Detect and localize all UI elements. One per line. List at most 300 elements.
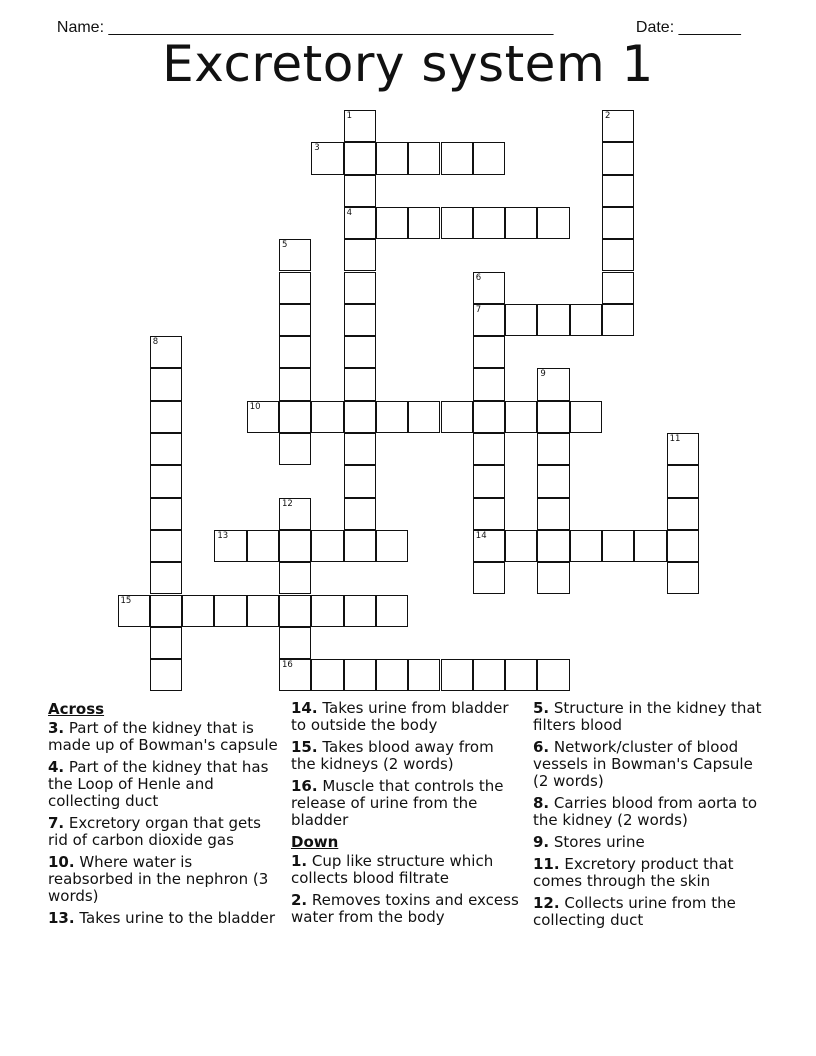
grid-cell[interactable]	[376, 659, 408, 691]
clue-number: 4.	[48, 758, 65, 776]
grid-cell[interactable]	[602, 207, 634, 239]
cell-letter-input[interactable]	[474, 305, 504, 335]
cell-letter-input[interactable]	[280, 596, 310, 626]
cell-clue-number: 10	[249, 401, 261, 412]
cell-letter-input[interactable]	[151, 466, 181, 496]
grid-cell[interactable]	[634, 530, 666, 562]
cell-letter-input[interactable]	[668, 531, 698, 561]
clue-text: Cup like structure which collects blood filtrate	[291, 852, 494, 887]
clue-item	[533, 895, 769, 929]
cell-clue-number: 3	[314, 143, 320, 154]
grid-cell[interactable]	[473, 401, 505, 433]
cell-letter-input[interactable]	[312, 143, 342, 173]
cell-letter-input[interactable]	[506, 305, 536, 335]
grid-cell[interactable]	[311, 401, 343, 433]
grid-cell[interactable]	[537, 368, 569, 400]
grid-cell[interactable]	[247, 595, 279, 627]
grid-cell[interactable]	[667, 465, 699, 497]
cell-letter-input[interactable]	[280, 531, 310, 561]
grid-cell[interactable]	[602, 239, 634, 271]
cell-letter-input[interactable]	[603, 208, 633, 238]
grid-cell[interactable]	[473, 562, 505, 594]
clue-item	[291, 853, 523, 887]
grid-cell[interactable]	[441, 401, 473, 433]
grid-cell[interactable]	[537, 207, 569, 239]
grid-cell[interactable]	[376, 595, 408, 627]
grid-cell[interactable]	[667, 498, 699, 530]
grid-cell[interactable]	[344, 368, 376, 400]
cell-letter-input[interactable]	[377, 596, 407, 626]
clue-item	[533, 795, 769, 829]
cell-letter-input[interactable]	[377, 208, 407, 238]
cell-letter-input[interactable]	[345, 111, 375, 141]
grid-cell[interactable]	[473, 304, 505, 336]
cell-letter-input[interactable]	[603, 531, 633, 561]
clue-text: Collects urine from the collecting duct	[533, 894, 736, 929]
grid-cell[interactable]	[602, 142, 634, 174]
grid-cell[interactable]	[150, 465, 182, 497]
cell-letter-input[interactable]	[474, 208, 504, 238]
cell-letter-input[interactable]	[409, 143, 439, 173]
cell-letter-input[interactable]	[345, 369, 375, 399]
cell-letter-input[interactable]	[538, 499, 568, 529]
grid-cell[interactable]	[441, 207, 473, 239]
clue-item	[533, 856, 769, 890]
cell-letter-input[interactable]	[442, 143, 472, 173]
grid-cell[interactable]	[150, 627, 182, 659]
grid-cell[interactable]	[311, 595, 343, 627]
clue-number: 5.	[533, 699, 550, 717]
cell-clue-number: 7	[475, 304, 482, 315]
clue-item	[48, 720, 280, 754]
grid-cell[interactable]	[182, 595, 214, 627]
clue-item	[533, 834, 769, 851]
grid-cell[interactable]	[537, 304, 569, 336]
cell-letter-input[interactable]	[345, 240, 375, 270]
grid-cell[interactable]	[537, 659, 569, 691]
clue-item	[291, 700, 523, 734]
grid-cell[interactable]	[473, 465, 505, 497]
cell-letter-input[interactable]	[345, 660, 375, 690]
grid-cell[interactable]	[214, 530, 246, 562]
grid-cell[interactable]	[279, 433, 311, 465]
grid-cell[interactable]	[344, 142, 376, 174]
cell-letter-input[interactable]	[345, 208, 375, 238]
cell-letter-input[interactable]	[635, 531, 665, 561]
cell-letter-input[interactable]	[474, 531, 504, 561]
cell-letter-input[interactable]	[151, 628, 181, 658]
grid-cell[interactable]	[537, 498, 569, 530]
cell-letter-input[interactable]	[377, 402, 407, 432]
grid-cell[interactable]	[570, 304, 602, 336]
grid-cell[interactable]	[408, 207, 440, 239]
grid-cell[interactable]	[473, 433, 505, 465]
cell-clue-number: 14	[475, 530, 487, 541]
cell-letter-input[interactable]	[538, 369, 568, 399]
grid-cell[interactable]	[570, 401, 602, 433]
cell-letter-input[interactable]	[280, 369, 310, 399]
grid-cell[interactable]	[376, 401, 408, 433]
cell-letter-input[interactable]	[409, 208, 439, 238]
grid-cell[interactable]	[344, 336, 376, 368]
clue-number: 10.	[48, 853, 75, 871]
cell-letter-input[interactable]	[474, 660, 504, 690]
grid-cell[interactable]	[344, 175, 376, 207]
cell-letter-input[interactable]	[183, 596, 213, 626]
cell-letter-input[interactable]	[538, 434, 568, 464]
grid-cell[interactable]	[279, 368, 311, 400]
cell-letter-input[interactable]	[506, 208, 536, 238]
clue-number: 3.	[48, 719, 65, 737]
date-label: Date:	[635, 19, 679, 36]
grid-cell[interactable]	[279, 336, 311, 368]
grid-cell[interactable]	[505, 530, 537, 562]
grid-cell[interactable]	[279, 562, 311, 594]
clue-text: Network/cluster of blood vessels in Bowman's Capsule (2 words)	[533, 738, 753, 790]
grid-cell[interactable]	[344, 498, 376, 530]
grid-cell[interactable]	[667, 433, 699, 465]
cell-letter-input[interactable]	[345, 466, 375, 496]
cell-letter-input[interactable]	[345, 143, 375, 173]
clue-number: 1.	[291, 852, 308, 870]
grid-cell[interactable]	[602, 272, 634, 304]
name-label: Name:	[56, 19, 109, 36]
cell-letter-input[interactable]	[151, 402, 181, 432]
grid-cell[interactable]	[344, 465, 376, 497]
cell-letter-input[interactable]	[151, 337, 181, 367]
clue-text: Takes blood away from the kidneys (2 words)	[291, 738, 494, 773]
grid-cell[interactable]	[473, 142, 505, 174]
cell-letter-input[interactable]	[151, 660, 181, 690]
cell-clue-number: 2	[605, 111, 611, 121]
cell-letter-input[interactable]	[474, 143, 504, 173]
across-clue-list-continued	[291, 700, 523, 829]
clue-number: 13.	[48, 909, 75, 927]
grid-cell[interactable]	[311, 659, 343, 691]
cell-letter-input[interactable]	[538, 208, 568, 238]
clue-text: Where water is reabsorbed in the nephron (3 words)	[48, 853, 269, 905]
down-clue-list	[291, 853, 523, 926]
cell-letter-input[interactable]	[151, 596, 181, 626]
date-line[interactable]: _______	[678, 19, 741, 36]
cell-clue-number: 9	[540, 369, 546, 380]
cell-letter-input[interactable]	[280, 563, 310, 593]
cell-letter-input[interactable]	[280, 337, 310, 367]
cell-letter-input[interactable]	[248, 402, 278, 432]
cell-letter-input[interactable]	[151, 531, 181, 561]
cell-clue-number: 13	[217, 530, 229, 541]
grid-cell[interactable]	[376, 207, 408, 239]
grid-cell[interactable]	[570, 530, 602, 562]
grid-cell[interactable]	[279, 401, 311, 433]
clue-number: 12.	[533, 894, 560, 912]
grid-cell[interactable]	[344, 110, 376, 142]
cell-letter-input[interactable]	[506, 531, 536, 561]
cell-letter-input[interactable]	[603, 111, 633, 141]
cell-letter-input[interactable]	[474, 563, 504, 593]
cell-letter-input[interactable]	[248, 531, 278, 561]
grid-cell[interactable]	[344, 401, 376, 433]
down-heading: Down	[291, 833, 339, 851]
grid-cell[interactable]	[150, 659, 182, 691]
cell-letter-input[interactable]	[668, 563, 698, 593]
cell-letter-input[interactable]	[571, 531, 601, 561]
cell-letter-input[interactable]	[377, 531, 407, 561]
clue-text: Carries blood from aorta to the kidney (2 words)	[533, 794, 758, 829]
grid-cell[interactable]	[150, 530, 182, 562]
grid-cell[interactable]	[279, 239, 311, 271]
grid-cell[interactable]	[150, 336, 182, 368]
cell-letter-input[interactable]	[571, 402, 601, 432]
cell-letter-input[interactable]	[474, 434, 504, 464]
grid-cell[interactable]	[376, 142, 408, 174]
clue-number: 6.	[533, 738, 550, 756]
cell-letter-input[interactable]	[538, 660, 568, 690]
grid-cell[interactable]	[537, 530, 569, 562]
grid-cell[interactable]	[279, 530, 311, 562]
grid-cell[interactable]	[150, 562, 182, 594]
cell-letter-input[interactable]	[345, 596, 375, 626]
cell-letter-input[interactable]	[312, 531, 342, 561]
cell-letter-input[interactable]	[603, 176, 633, 206]
cell-clue-number: 5	[282, 240, 288, 251]
grid-cell[interactable]	[505, 304, 537, 336]
clue-text: Excretory organ that gets rid of carbon dioxide gas	[48, 814, 261, 849]
clue-text: Takes urine from bladder to outside the body	[291, 699, 509, 734]
cell-letter-input[interactable]	[312, 596, 342, 626]
cell-letter-input[interactable]	[312, 660, 342, 690]
clue-number: 9.	[533, 833, 550, 851]
grid-cell[interactable]	[473, 368, 505, 400]
page-title: Excretory system 1	[162, 35, 654, 93]
cell-clue-number: 15	[120, 595, 132, 606]
cell-clue-number: 8	[152, 337, 159, 348]
grid-cell[interactable]	[150, 368, 182, 400]
cell-letter-input[interactable]	[280, 628, 310, 658]
clue-number: 2.	[291, 891, 308, 909]
cell-letter-input[interactable]	[119, 596, 149, 626]
cell-letter-input[interactable]	[151, 499, 181, 529]
cell-letter-input[interactable]	[280, 660, 310, 690]
clues-column-3	[533, 700, 769, 934]
grid-cell[interactable]	[150, 433, 182, 465]
grid-cell[interactable]	[344, 207, 376, 239]
clue-item	[533, 739, 769, 790]
cell-clue-number: 11	[669, 434, 681, 444]
grid-cell[interactable]	[344, 272, 376, 304]
grid-cell[interactable]	[602, 304, 634, 336]
grid-cell[interactable]	[473, 530, 505, 562]
grid-cell[interactable]	[537, 465, 569, 497]
cell-letter-input[interactable]	[312, 402, 342, 432]
cell-letter-input[interactable]	[409, 402, 439, 432]
cell-clue-number: 1	[346, 111, 353, 121]
grid-cell[interactable]	[311, 142, 343, 174]
grid-cell[interactable]	[602, 530, 634, 562]
cell-letter-input[interactable]	[151, 369, 181, 399]
cell-letter-input[interactable]	[603, 240, 633, 270]
grid-cell[interactable]	[667, 562, 699, 594]
grid-cell[interactable]	[537, 433, 569, 465]
cell-letter-input[interactable]	[668, 466, 698, 496]
clue-text: Part of the kidney that has the Loop of Henle and collecting duct	[48, 758, 269, 810]
cell-letter-input[interactable]	[345, 337, 375, 367]
clue-number: 8.	[533, 794, 550, 812]
grid-cell[interactable]	[408, 142, 440, 174]
clue-item	[291, 892, 523, 926]
grid-cell[interactable]	[279, 304, 311, 336]
grid-cell[interactable]	[602, 110, 634, 142]
cell-clue-number: 4	[346, 207, 353, 218]
clue-number: 14.	[291, 699, 318, 717]
cell-letter-input[interactable]	[345, 434, 375, 464]
cell-letter-input[interactable]	[248, 596, 278, 626]
grid-cell[interactable]	[279, 498, 311, 530]
cell-clue-number: 12	[282, 498, 293, 509]
grid-cell[interactable]	[473, 659, 505, 691]
down-clue-list-continued	[533, 700, 769, 929]
grid-cell[interactable]	[667, 530, 699, 562]
cell-letter-input[interactable]	[280, 434, 310, 464]
grid-cell[interactable]	[537, 401, 569, 433]
cell-letter-input[interactable]	[603, 143, 633, 173]
grid-cell[interactable]	[150, 498, 182, 530]
grid-cell[interactable]	[344, 595, 376, 627]
cell-letter-input[interactable]	[668, 499, 698, 529]
grid-cell[interactable]	[279, 659, 311, 691]
cell-letter-input[interactable]	[280, 402, 310, 432]
clue-item	[48, 815, 280, 849]
cell-letter-input[interactable]	[151, 563, 181, 593]
cell-letter-input[interactable]	[345, 273, 375, 303]
clue-number: 16.	[291, 777, 318, 795]
cell-clue-number: 16	[282, 660, 293, 671]
grid-cell[interactable]	[505, 401, 537, 433]
cell-letter-input[interactable]	[377, 143, 407, 173]
cell-letter-input[interactable]	[280, 305, 310, 335]
across-clue-list	[48, 720, 280, 927]
cell-letter-input[interactable]	[151, 434, 181, 464]
clue-text: Muscle that controls the release of urine from the bladder	[291, 777, 504, 829]
grid-cell[interactable]	[441, 659, 473, 691]
cell-letter-input[interactable]	[506, 660, 536, 690]
cell-letter-input[interactable]	[345, 531, 375, 561]
clue-text: Excretory product that comes through the skin	[533, 855, 734, 890]
grid-cell[interactable]	[344, 433, 376, 465]
grid-cell[interactable]	[344, 304, 376, 336]
cell-letter-input[interactable]	[442, 402, 472, 432]
grid-cell[interactable]	[118, 595, 150, 627]
cell-letter-input[interactable]	[345, 402, 375, 432]
grid-cell[interactable]	[279, 272, 311, 304]
cell-letter-input[interactable]	[474, 499, 504, 529]
grid-cell[interactable]	[537, 562, 569, 594]
clue-item	[48, 910, 280, 927]
cell-letter-input[interactable]	[474, 402, 504, 432]
clue-text: Takes urine to the bladder	[74, 909, 276, 927]
grid-cell[interactable]	[505, 659, 537, 691]
grid-cell[interactable]	[344, 530, 376, 562]
cell-letter-input[interactable]	[538, 402, 568, 432]
clue-number: 7.	[48, 814, 65, 832]
cell-clue-number: 6	[475, 272, 482, 283]
cell-letter-input[interactable]	[345, 499, 375, 529]
cell-letter-input[interactable]	[538, 305, 568, 335]
grid-cell[interactable]	[473, 498, 505, 530]
cell-letter-input[interactable]	[215, 596, 245, 626]
clue-text: Stores urine	[549, 833, 645, 851]
clue-text: Part of the kidney that is made up of Bowman's capsule	[48, 719, 278, 754]
cell-letter-input[interactable]	[474, 369, 504, 399]
cell-letter-input[interactable]	[571, 305, 601, 335]
grid-cell[interactable]	[150, 401, 182, 433]
cell-letter-input[interactable]	[538, 563, 568, 593]
cell-letter-input[interactable]	[668, 434, 698, 464]
grid-cell[interactable]	[473, 336, 505, 368]
grid-cell[interactable]	[344, 239, 376, 271]
grid-cell[interactable]	[505, 207, 537, 239]
cell-letter-input[interactable]	[474, 466, 504, 496]
cell-letter-input[interactable]	[280, 499, 310, 529]
cell-letter-input[interactable]	[442, 208, 472, 238]
clue-text: Removes toxins and excess water from the body	[291, 891, 519, 926]
cell-letter-input[interactable]	[442, 660, 472, 690]
grid-cell[interactable]	[602, 175, 634, 207]
grid-cell[interactable]	[376, 530, 408, 562]
cell-letter-input[interactable]	[506, 402, 536, 432]
across-heading: Across	[48, 700, 105, 718]
cell-letter-input[interactable]	[280, 240, 310, 270]
grid-cell[interactable]	[441, 142, 473, 174]
grid-cell[interactable]	[473, 207, 505, 239]
cell-letter-input[interactable]	[538, 466, 568, 496]
cell-letter-input[interactable]	[409, 660, 439, 690]
cell-letter-input[interactable]	[538, 531, 568, 561]
cell-letter-input[interactable]	[345, 176, 375, 206]
clue-item	[48, 759, 280, 810]
clue-number: 15.	[291, 738, 318, 756]
cell-letter-input[interactable]	[377, 660, 407, 690]
grid-cell[interactable]	[279, 627, 311, 659]
grid-cell[interactable]	[247, 530, 279, 562]
grid-cell[interactable]	[247, 401, 279, 433]
clue-text: Structure in the kidney that filters blood	[533, 699, 762, 734]
grid-cell[interactable]	[408, 659, 440, 691]
grid-cell[interactable]	[279, 595, 311, 627]
clue-item	[533, 700, 769, 734]
cell-letter-input[interactable]	[603, 305, 633, 335]
cell-letter-input[interactable]	[474, 337, 504, 367]
grid-cell[interactable]	[150, 595, 182, 627]
clues-column-1	[48, 700, 280, 932]
clue-number: 11.	[533, 855, 560, 873]
clue-item	[48, 854, 280, 905]
clue-item	[291, 739, 523, 773]
cell-letter-input[interactable]	[280, 273, 310, 303]
cell-letter-input[interactable]	[474, 273, 504, 303]
grid-cell[interactable]	[214, 595, 246, 627]
cell-letter-input[interactable]	[603, 273, 633, 303]
grid-cell[interactable]	[311, 530, 343, 562]
clues-column-2	[291, 700, 523, 931]
grid-cell[interactable]	[473, 272, 505, 304]
cell-letter-input[interactable]	[215, 531, 245, 561]
name-line[interactable]: __________________________________________________	[108, 19, 554, 36]
cell-letter-input[interactable]	[345, 305, 375, 335]
grid-cell[interactable]	[344, 659, 376, 691]
grid-cell[interactable]	[408, 401, 440, 433]
clue-item	[291, 778, 523, 829]
